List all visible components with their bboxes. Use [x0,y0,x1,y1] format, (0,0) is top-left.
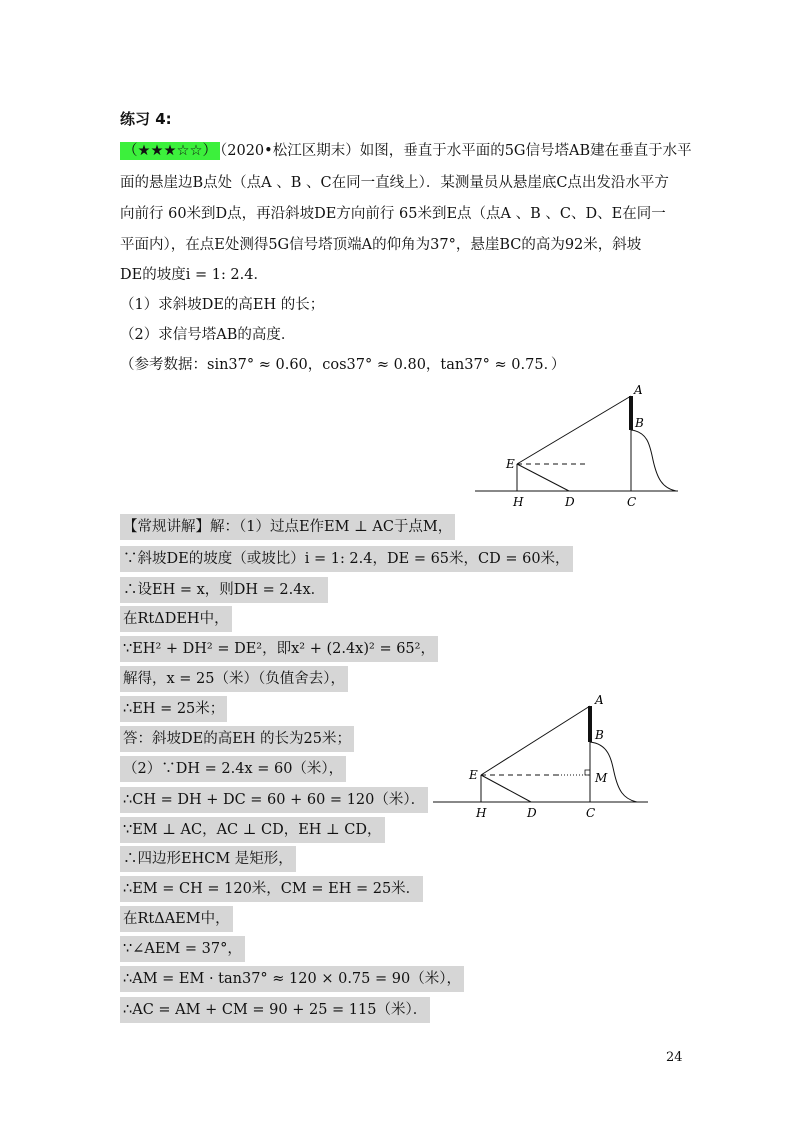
label-D: D [565,495,575,509]
cliff-curve [631,430,676,491]
solution-line-9: （2）∵DH = 2.4x = 60（米）， [120,756,346,782]
problem-line-3: 向前行 60米到D点，再沿斜坡DE方向前行 65米到E点（点A 、B 、C、D、E在同一 [120,206,666,222]
label-B: B [635,416,644,430]
label-H: H [476,806,487,820]
solution-line-4: 在RtΔDEH中， [120,606,232,632]
label-E: E [506,457,515,471]
problem-line-2: 面的悬崖边B点处（点A 、B 、C在同一直线上）．某测量员从悬崖底C点出发沿水平方 [120,175,669,191]
label-C: C [627,495,637,509]
page-number: 24 [666,1050,683,1065]
solution-line-3: ∴设EH = x，则DH = 2.4x． [120,577,328,603]
question-1: （1）求斜坡DE的高EH 的长； [120,297,325,313]
label-A: A [595,693,604,707]
label-A: A [634,383,643,397]
label-C: C [586,806,596,820]
label-H: H [513,495,524,509]
solution-line-1: 【常规讲解】解：（1）过点E作EM ⊥ AC于点M， [120,514,455,540]
solution-line-6: 解得，x = 25（米）（负值舍去）， [120,666,348,692]
label-E: E [469,768,478,782]
segment-EA [481,706,590,775]
problem-line-4: 平面内），在点E处测得5G信号塔顶端A的仰角为37°，悬崖BC的高为92米，斜坡 [120,237,642,253]
reference-data: （参考数据：sin37° ≈ 0.60，cos37° ≈ 0.80，tan37° ≈ 0.75．） [120,357,566,373]
diagram-2 [430,690,650,825]
solution-line-7: ∴EH = 25米； [120,696,227,722]
problem-line-1 [120,140,692,162]
segment-ED [481,775,531,802]
label-M: M [595,771,608,785]
question-2: （2）求信号塔AB的高度． [120,327,296,343]
solution-line-12: ∴四边形EHCM 是矩形， [120,846,296,872]
solution-line-10: ∴CH = DH + DC = 60 + 60 = 120（米）． [120,787,428,813]
exercise-heading: 练习 4: [120,110,172,128]
solution-line-2: ∵斜坡DE的坡度（或坡比）i = 1: 2.4，DE = 65米，CD = 60米， [120,546,573,572]
solution-line-17: ∴AC = AM + CM = 90 + 25 = 115（米）． [120,997,430,1023]
solution-line-15: ∵∠AEM = 37°， [120,936,245,962]
difficulty-stars: （★★★☆☆） [120,142,220,160]
segment-EA [517,396,631,464]
solution-line-8: 答：斜坡DE的高EH 的长为25米； [120,726,354,752]
solution-line-11: ∵EM ⊥ AC，AC ⊥ CD，EH ⊥ CD， [120,817,385,843]
diagram-1 [470,380,685,515]
solution-line-13: ∴EM = CH = 120米，CM = EH = 25米． [120,876,423,902]
problem-text-1: （2020•松江区期末）如图，垂直于水平面的5G信号塔AB建在垂直于水平 [220,143,692,159]
solution-line-16: ∴AM = EM · tan37° ≈ 120 × 0.75 = 90（米）， [120,966,464,992]
label-B: B [595,728,604,742]
problem-line-5: DE的坡度i = 1: 2.4． [120,267,268,283]
segment-ED [517,464,569,491]
right-angle-mark [585,770,590,775]
label-D: D [527,806,537,820]
solution-line-14: 在RtΔAEM中， [120,906,233,932]
solution-line-5: ∵EH² + DH² = DE²，即x² + (2.4x)² = 65²， [120,636,438,662]
